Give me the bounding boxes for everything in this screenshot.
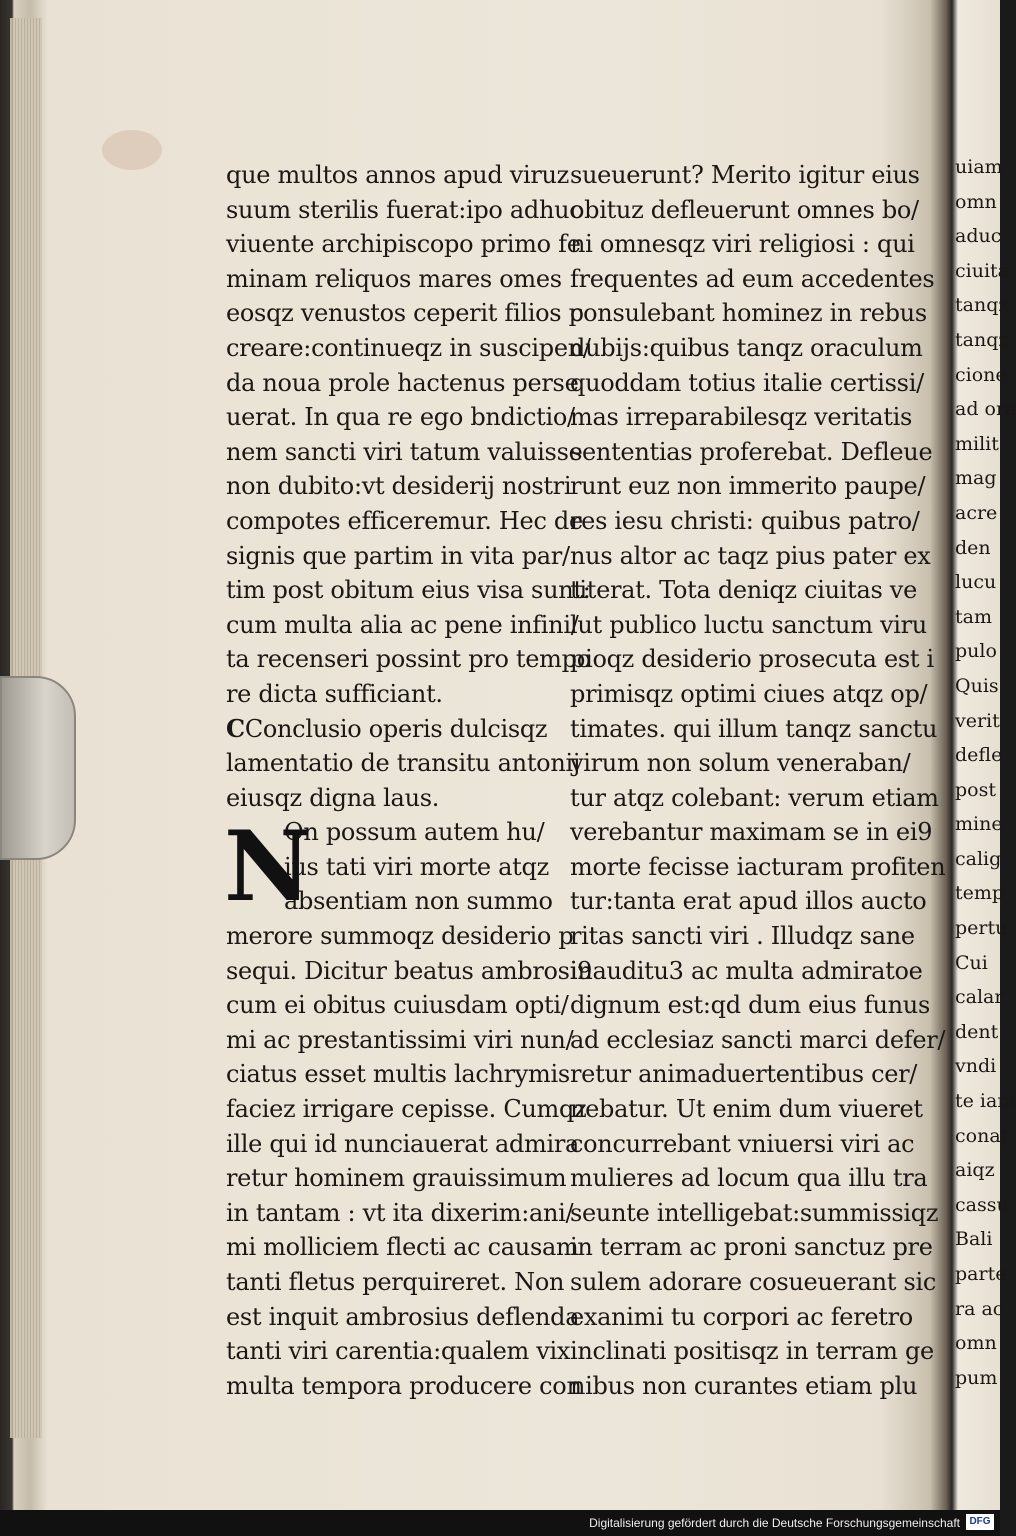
text-line: nibus non curantes etiam plu xyxy=(570,1371,918,1400)
margin-fragment: ciuita xyxy=(955,259,1009,282)
heading-line: eiusqz digna laus. xyxy=(226,783,440,812)
text-line: compotes efficeremur. Hec de xyxy=(226,506,583,535)
margin-fragment: omn xyxy=(955,1332,997,1355)
margin-fragment: vndi xyxy=(955,1055,997,1078)
section-heading xyxy=(226,712,580,816)
text-line: in terram ac proni sanctuz pre xyxy=(570,1233,933,1262)
text-line: ius tati viri morte atqz xyxy=(284,852,549,881)
text-line: mi ac prestantissimi viri nun/ xyxy=(226,1025,574,1054)
initial-paragraph xyxy=(224,810,570,924)
text-line: ille qui id nunciauerat admira xyxy=(226,1129,580,1158)
text-line: non dubito:vt desiderij nostri xyxy=(226,472,572,501)
margin-fragment: Bali xyxy=(955,1228,993,1251)
text-line: tur atqz colebant: verum etiam xyxy=(570,783,939,812)
text-line: sequi. Dicitur beatus ambrosi9 xyxy=(226,956,593,985)
heading-text: Conclusio operis dulcisqz xyxy=(244,714,548,743)
text-line: frequentes ad eum accedentes xyxy=(570,264,935,293)
dfg-logo: DFG xyxy=(966,1514,994,1530)
text-line: absentiam non summo xyxy=(284,887,553,916)
margin-fragment: ad ora xyxy=(955,398,1016,421)
drop-cap-initial: N xyxy=(224,810,312,924)
margin-fragment: tanqz xyxy=(955,294,1009,317)
paragraph-mark: C xyxy=(226,713,245,743)
text-line: virum non solum veneraban/ xyxy=(570,749,911,778)
text-line: consulebant hominez in rebus xyxy=(570,299,927,328)
text-line: ta recenseri possint pro tempo xyxy=(226,645,591,674)
text-line: sulem adorare cosueuerant sic xyxy=(570,1268,937,1296)
text-line: cum multa alia ac pene infini/ xyxy=(226,610,579,639)
text-line: merore summoqz desiderio p xyxy=(226,922,574,951)
text-line: inauditu3 ac multa admiratoe xyxy=(570,956,923,985)
margin-fragment: tam xyxy=(955,605,992,628)
margin-fragment: pertu xyxy=(955,917,1008,940)
heading-line xyxy=(226,712,570,747)
margin-fragment: tanqz xyxy=(955,328,1009,351)
text-line: concurrebant vniuersi viri ac xyxy=(570,1129,915,1158)
text-column-right xyxy=(570,158,946,1403)
text-line: verebantur maximam se in ei9 xyxy=(570,818,933,847)
paper-stain xyxy=(102,130,162,170)
text-line: signis que partim in vita par/ xyxy=(226,541,570,570)
margin-fragment: aiqz xyxy=(955,1159,995,1182)
text-line: creare:continueqz in suscipen/ xyxy=(226,333,591,362)
margin-fragment: calig xyxy=(955,847,1002,870)
margin-fragment: mag xyxy=(955,467,997,490)
margin-fragment: aduc xyxy=(955,225,1002,248)
text-line: ni omnesqz viri religiosi : qui xyxy=(570,230,915,259)
margin-fragment: calar xyxy=(955,986,1004,1009)
text-line: timates. qui illum tanqz sanctu xyxy=(570,714,938,743)
text-line: pioqz desiderio prosecuta est i xyxy=(570,645,934,674)
text-line: lut publico luctu sanctum viru xyxy=(570,610,927,639)
margin-fragment: uiam xyxy=(955,156,1003,178)
text-line: tur:tanta erat apud illos aucto xyxy=(570,887,927,916)
text-line: sententias proferebat. Defleue xyxy=(570,437,933,466)
text-line: quoddam totius italie certissi/ xyxy=(570,368,924,397)
text-line: inclinati positisqz in terram ge xyxy=(570,1337,934,1366)
margin-fragment: Quis xyxy=(955,674,999,697)
margin-fragment: temp xyxy=(955,882,1005,905)
text-line: ciatus esset multis lachrymis xyxy=(226,1060,570,1089)
margin-fragment: cione xyxy=(955,363,1007,386)
text-line: multa tempora producere con xyxy=(226,1371,582,1400)
text-line: obituz defleuerunt omnes bo/ xyxy=(570,195,919,224)
margin-fragment: dent xyxy=(955,1020,999,1043)
margin-fragment: parte xyxy=(955,1263,1007,1285)
text-line: faciez irrigare cepisse. Cumqz xyxy=(226,1095,587,1124)
book-clasp xyxy=(0,676,76,860)
text-line: da noua prole hactenus perse xyxy=(226,368,579,397)
text-line: retur hominem grauissimum xyxy=(226,1164,567,1193)
margin-fragment: cassu xyxy=(955,1193,1009,1216)
text-line: tanti viri carentia:qualem vix xyxy=(226,1337,571,1366)
text-line: exanimi tu corpori ac feretro xyxy=(570,1302,913,1331)
text-line: que multos annos apud viruz xyxy=(226,161,570,189)
left-bottom-paragraph xyxy=(226,919,593,1403)
facing-page-margin xyxy=(955,150,1016,1395)
text-line: est inquit ambrosius deflenda xyxy=(226,1302,580,1331)
text-line: re dicta sufficiant. xyxy=(226,679,443,708)
text-line: runt euz non immerito paupe/ xyxy=(570,472,926,501)
margin-fragment: ra ac xyxy=(955,1297,1004,1320)
margin-fragment: milit xyxy=(955,432,999,455)
margin-fragment: omn xyxy=(955,190,997,213)
text-line: viuente archipiscopo primo fe xyxy=(226,230,581,259)
text-line: ad ecclesiaz sancti marci defer/ xyxy=(570,1025,946,1054)
margin-fragment: pulo xyxy=(955,640,997,663)
margin-fragment: lucu xyxy=(955,571,997,594)
text-line: suum sterilis fuerat:ipo adhuc xyxy=(226,195,583,224)
text-line: minam reliquos mares omes xyxy=(226,264,562,293)
margin-fragment: den xyxy=(955,536,991,559)
text-line: nus altor ac taqz pius pater ex xyxy=(570,541,931,570)
margin-fragment: acre xyxy=(955,501,998,524)
text-line: dubijs:quibus tanqz oraculum xyxy=(570,333,923,362)
text-line: titerat. Tota deniqz ciuitas ve xyxy=(570,576,917,605)
margin-fragment: te iam xyxy=(955,1090,1016,1113)
margin-fragment: conat xyxy=(955,1124,1009,1147)
text-line: res iesu christi: quibus patro/ xyxy=(570,506,920,535)
text-line: mulieres ad locum qua illu tra xyxy=(570,1164,928,1193)
text-line: nem sancti viri tatum valuisse xyxy=(226,437,583,466)
margin-fragment: post xyxy=(955,778,996,801)
text-line: mi molliciem flecti ac causam xyxy=(226,1233,579,1262)
text-line: ritas sancti viri . Illudqz sane xyxy=(570,922,915,951)
text-line: tim post obitum eius visa sunt: xyxy=(226,576,591,605)
text-line: in tantam : vt ita dixerim:ani/ xyxy=(226,1198,574,1227)
text-line: uerat. In qua re ego bndictio/ xyxy=(226,403,575,432)
text-line: dignum est:qd dum eius funus xyxy=(570,991,930,1020)
left-top-paragraph xyxy=(226,158,591,712)
text-line: nebatur. Ut enim dum viueret xyxy=(570,1095,923,1124)
text-line: On possum autem hu/ xyxy=(284,818,545,847)
text-column-left xyxy=(224,158,593,1403)
text-line: mas irreparabilesqz veritatis xyxy=(570,403,912,432)
margin-fragment: mine xyxy=(955,813,1003,836)
margin-fragment: defle xyxy=(955,744,1003,767)
margin-fragment: Cui xyxy=(955,951,988,974)
text-line: seunte intelligebat:summissiqz xyxy=(570,1198,939,1227)
margin-fragment: verit xyxy=(955,709,1000,732)
text-line: tanti fletus perquireret. Non xyxy=(226,1268,565,1296)
margin-fragment: pum xyxy=(955,1366,998,1389)
heading-line: lamentatio de transitu antonij xyxy=(226,749,580,778)
text-line: retur animaduertentibus cer/ xyxy=(570,1060,918,1089)
text-line: cum ei obitus cuiusdam opti/ xyxy=(226,991,569,1020)
text-line: sueuerunt? Merito igitur eius xyxy=(570,161,920,189)
footer-credit: Digitalisierung gefördert durch die Deutsche Forschungsgemeinschaft xyxy=(589,1516,960,1530)
text-line: primisqz optimi ciues atqz op/ xyxy=(570,679,928,708)
text-line: morte fecisse iacturam profiten xyxy=(570,852,946,881)
text-line: eosqz venustos ceperit filios p xyxy=(226,299,584,328)
